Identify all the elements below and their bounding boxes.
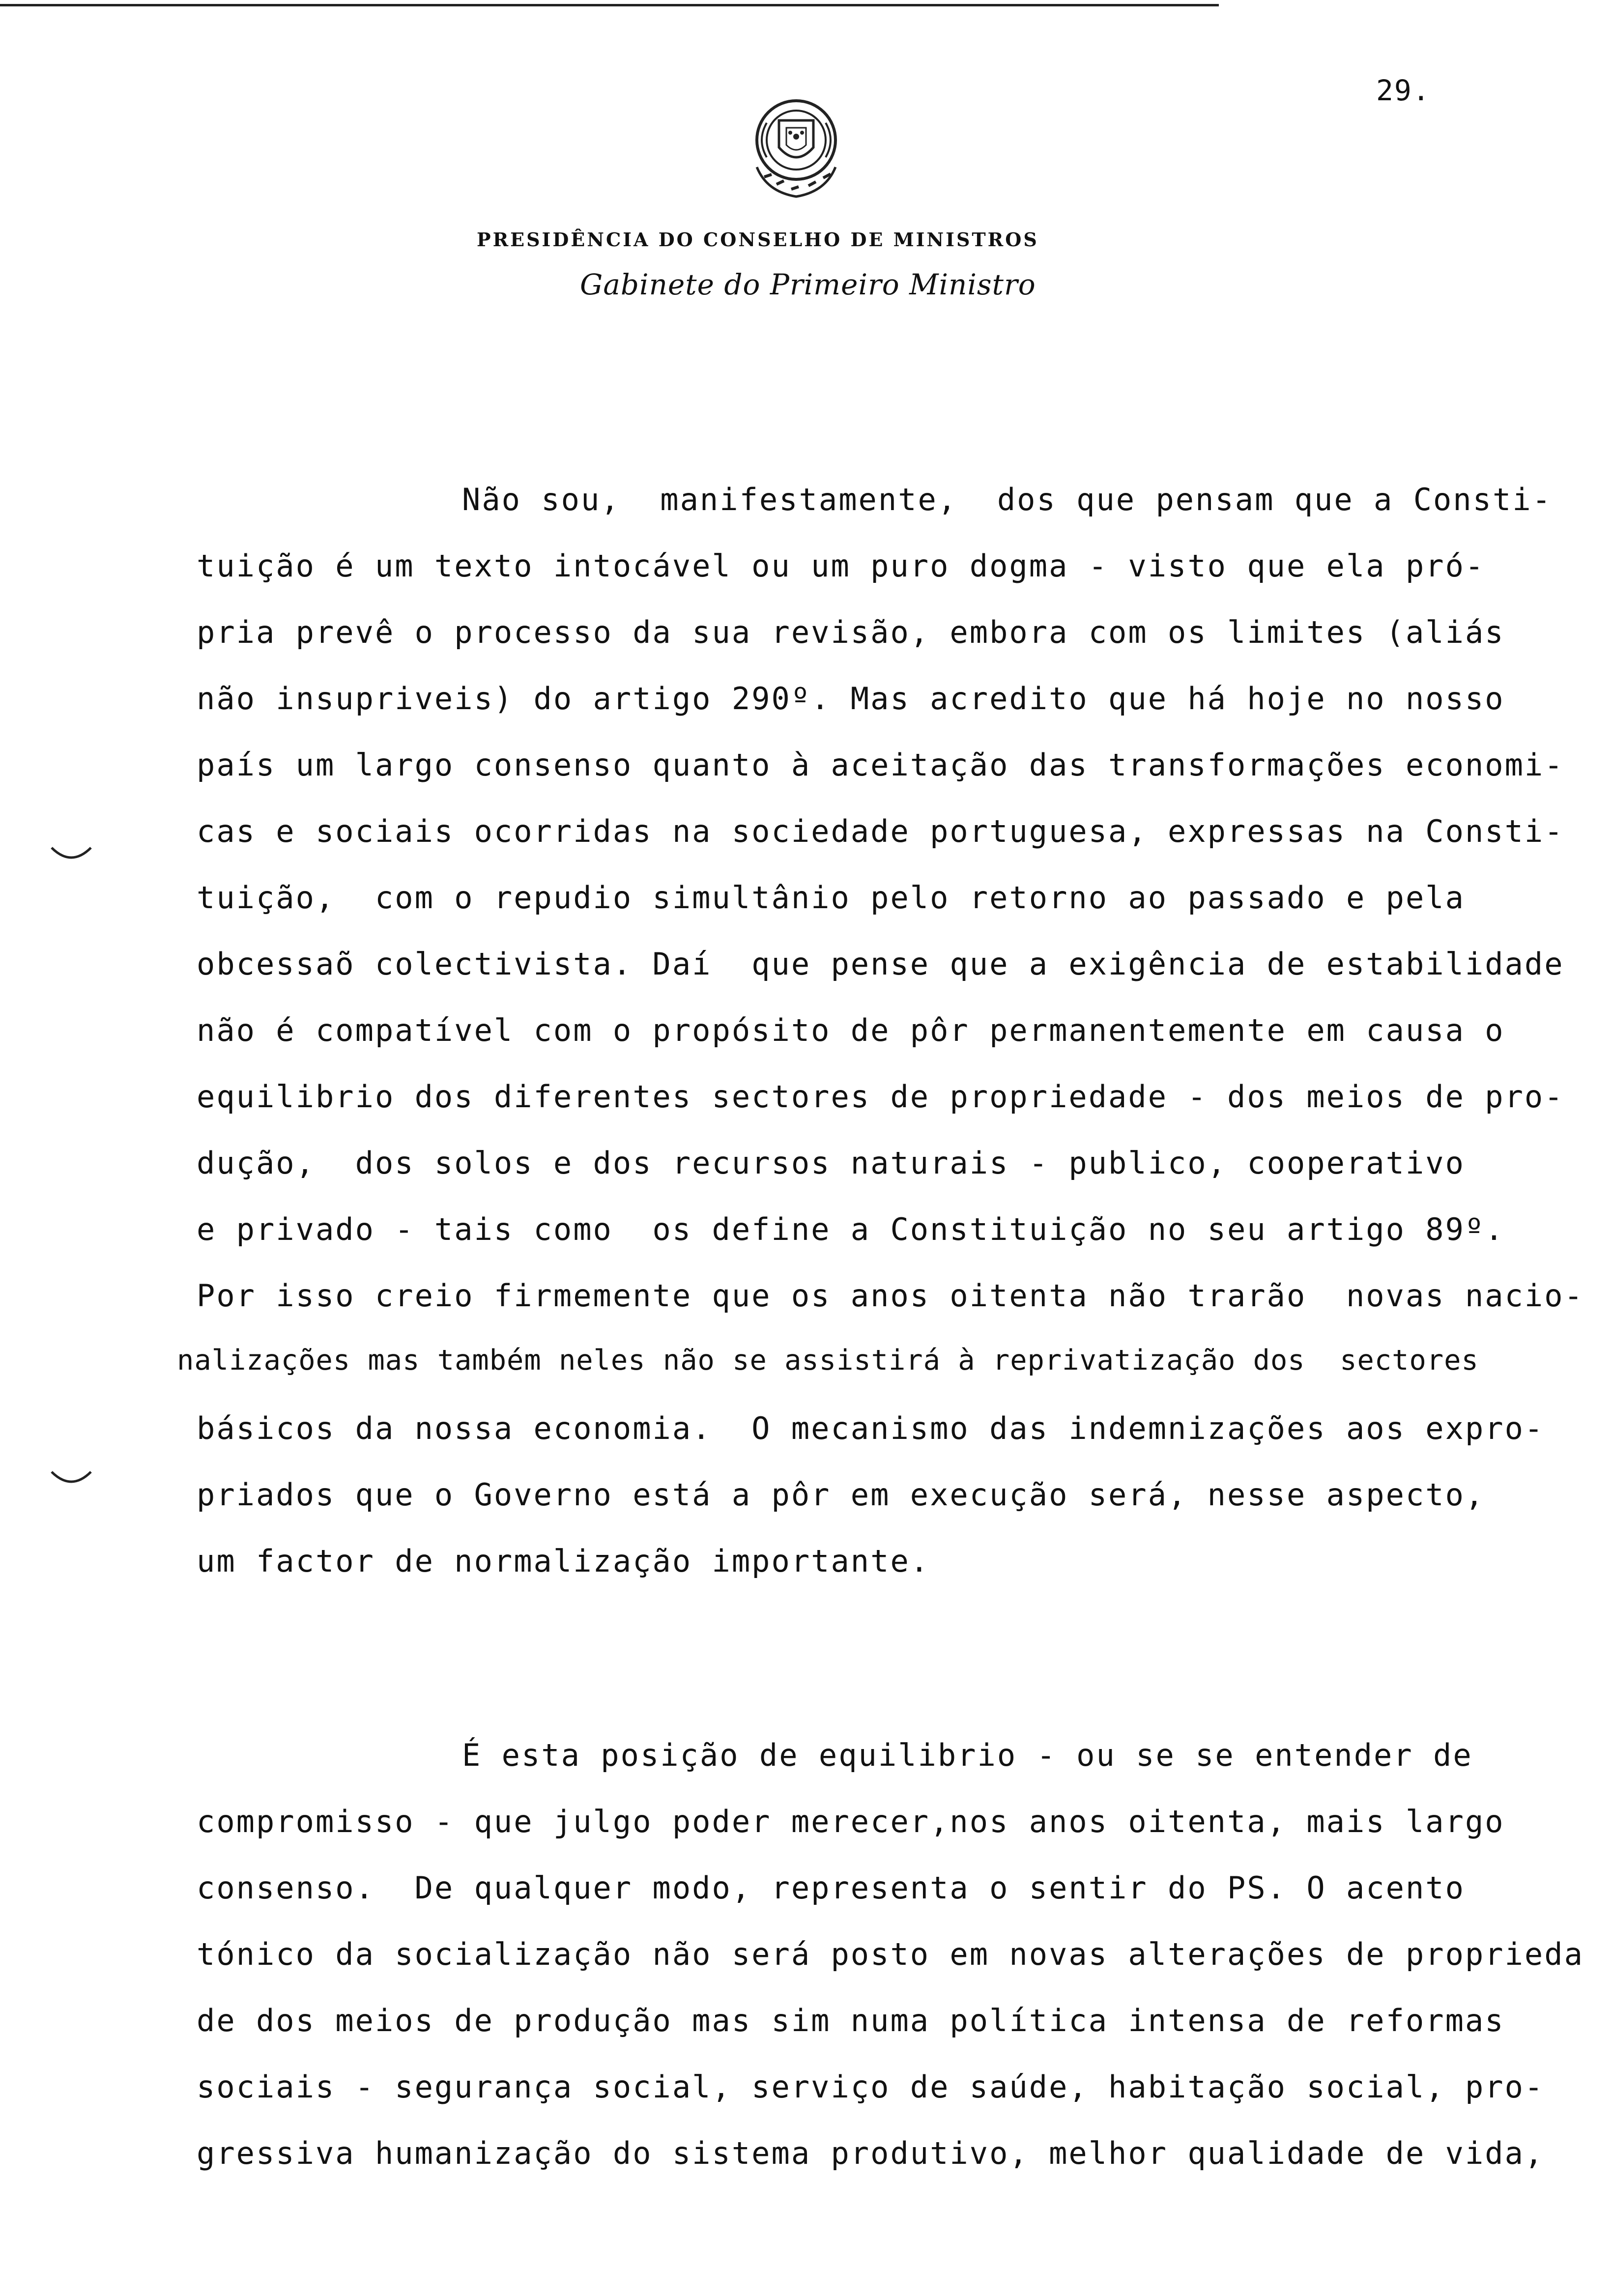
text-line: tuição é um texto intocável ou um puro dogma - visto que ela pró- bbox=[197, 548, 1485, 584]
text-line: Por isso creio firmemente que os anos oitenta não trarão novas nacio- bbox=[197, 1278, 1584, 1314]
text-line: Não sou, manifestamente, dos que pensam que a Consti- bbox=[462, 482, 1552, 517]
text-line: gressiva humanização do sistema produtivo, melhor qualidade de vida, bbox=[197, 2135, 1545, 2171]
margin-curve-mark bbox=[49, 1469, 93, 1489]
text-line: e privado - tais como os define a Constituição no seu artigo 89º. bbox=[197, 1211, 1505, 1247]
text-line: país um largo consenso quanto à aceitação das transformações economi- bbox=[197, 747, 1564, 783]
text-line: não insupriveis) do artigo 290º. Mas acredito que há hoje no nosso bbox=[197, 681, 1505, 717]
text-line: dução, dos solos e dos recursos naturais - publico, cooperativo bbox=[197, 1145, 1465, 1181]
text-line: obcessaõ colectivista. Daí que pense que a exigência de estabilidade bbox=[197, 946, 1564, 982]
header-subtitle: Gabinete do Primeiro Ministro bbox=[580, 268, 1036, 301]
text-line: cas e sociais ocorridas na sociedade portuguesa, expressas na Consti- bbox=[197, 813, 1564, 849]
text-line: consenso. De qualquer modo, representa o sentir do PS. O acento bbox=[197, 1870, 1465, 1906]
text-line: É esta posição de equilibrio - ou se se entender de bbox=[462, 1737, 1473, 1773]
text-line: priados que o Governo está a pôr em execução será, nesse aspecto, bbox=[197, 1477, 1485, 1513]
text-line: compromisso - que julgo poder merecer,nos anos oitenta, mais largo bbox=[197, 1804, 1505, 1839]
text-line: sociais - segurança social, serviço de saúde, habitação social, pro- bbox=[197, 2069, 1545, 2105]
text-line: tónico da socialização não será posto em novas alterações de proprieda bbox=[197, 1936, 1584, 1972]
header-title: PRESIDÊNCIA DO CONSELHO DE MINISTROS bbox=[477, 229, 1039, 251]
text-line: de dos meios de produção mas sim numa política intensa de reformas bbox=[197, 2003, 1505, 2038]
text-line: um factor de normalização importante. bbox=[197, 1543, 930, 1579]
page-number: 29. bbox=[1376, 74, 1431, 107]
text-line: pria prevê o processo da sua revisão, embora com os limites (aliás bbox=[197, 614, 1505, 650]
text-line: não é compatível com o propósito de pôr permanentemente em causa o bbox=[197, 1012, 1505, 1048]
text-line: nalizações mas também neles não se assistirá à reprivatização dos sectores bbox=[177, 1344, 1479, 1377]
text-line: tuição, com o repudio simultânio pelo retorno ao passado e pela bbox=[197, 880, 1465, 916]
coat-of-arms-seal bbox=[737, 93, 855, 206]
margin-curve-mark bbox=[49, 845, 93, 865]
top-rule bbox=[0, 4, 1219, 6]
text-line: equilibrio dos diferentes sectores de propriedade - dos meios de pro- bbox=[197, 1079, 1564, 1115]
text-line: básicos da nossa economia. O mecanismo das indemnizações aos expro- bbox=[197, 1410, 1545, 1446]
